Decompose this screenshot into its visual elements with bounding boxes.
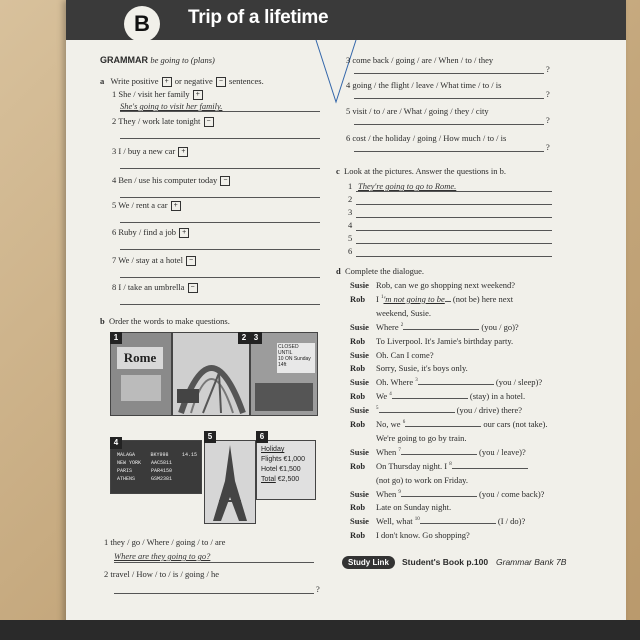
part-b-item-prompt — [346, 80, 501, 90]
item-prompt: They / work late tonight — [118, 116, 203, 126]
dialogue-text: weekend, Susie. — [376, 307, 432, 318]
dialogue-speaker: Susie — [350, 446, 369, 457]
gap-number: 3 — [415, 378, 418, 384]
answer-line — [354, 73, 544, 74]
answer-gap — [418, 384, 494, 385]
dialogue-speaker: Susie — [350, 488, 369, 499]
part-d-instruction: d Complete the dialogue. — [336, 266, 425, 276]
gap-number: 9 — [398, 489, 401, 495]
dialogue-line — [376, 516, 525, 526]
dialogue-text: When — [376, 488, 399, 499]
answer-gap — [401, 496, 477, 497]
item-number: 3 — [346, 55, 353, 65]
picture-number-3: 3 — [250, 332, 262, 344]
dialogue-line — [376, 363, 468, 373]
answer-line — [354, 124, 544, 125]
item-number: 8 — [112, 282, 119, 292]
item-number: 4 — [112, 175, 119, 185]
gap-number: 8 — [449, 461, 452, 467]
item-prompt: We / stay at a hotel — [118, 255, 186, 265]
part-b-item-prompt — [346, 133, 506, 143]
board-row — [117, 475, 197, 483]
item-prompt: cost / the holiday / going / How much / to / is — [352, 133, 507, 143]
dialogue-text: Sorry, Susie, it's boys only. — [376, 363, 468, 374]
dialogue-hint: (you / sleep)? — [493, 377, 543, 388]
item-prompt: going / the flight / leave / What time / to / is — [352, 80, 502, 90]
picture-1-rome-guidebook — [110, 332, 172, 416]
item-number: 5 — [346, 106, 353, 116]
negative-box: − — [186, 256, 196, 266]
answer-gap — [379, 412, 455, 413]
part-a-item-prompt — [112, 282, 199, 293]
dialogue-text: We're going to go by train. — [376, 432, 467, 443]
item-prompt: Ruby / find a job — [118, 227, 179, 237]
dialogue-speaker: Rob — [350, 363, 366, 374]
gap-number: 7 — [398, 447, 401, 453]
gap-number: 6 — [402, 420, 406, 426]
question-mark: ? — [316, 584, 320, 594]
dialogue-line — [376, 447, 526, 457]
answer-line — [356, 256, 552, 257]
board-flight: GSM2381 — [151, 476, 173, 482]
dialogue-text: Oh. Can I come? — [376, 349, 434, 360]
dialogue-speaker: Rob — [350, 530, 366, 541]
dialogue-hint: (you / go)? — [479, 321, 519, 332]
dialogue-text: Rob, can we go shopping next weekend? — [376, 280, 516, 290]
worksheet-page — [66, 0, 626, 640]
closed-sign: CLOSED UNTIL 10 ON Sunday 14ft — [277, 343, 315, 373]
board-city: ATHENS — [117, 476, 136, 482]
part-c-item-number: 6 — [348, 246, 353, 256]
item-number: 3 — [112, 146, 119, 156]
dialogue-line — [376, 502, 451, 512]
dialogue-text: Well, what — [376, 516, 415, 527]
dialogue-line — [376, 391, 525, 401]
part-a-item-prompt — [112, 89, 204, 100]
part-c-answer: They're going to go to Rome. — [358, 181, 457, 191]
fold-mark — [314, 38, 358, 104]
dialogue-text: We — [376, 391, 390, 402]
dialogue-speaker: Susie — [350, 349, 369, 360]
part-a-item-prompt — [112, 255, 197, 266]
gap-number: 5 — [376, 406, 379, 412]
item-prompt: visit / to / are / What / going / they / city — [352, 106, 489, 116]
dialogue-text: I — [376, 293, 381, 304]
dialogue-hint: (stay) in a hotel. — [467, 391, 526, 402]
page-title: Trip of a lifetime — [188, 7, 329, 28]
dialogue-speaker: Rob — [350, 460, 366, 471]
item-number: 1 — [104, 537, 111, 547]
dialogue-hint: (I / do)? — [495, 516, 526, 527]
dialogue-line — [376, 280, 515, 290]
dialogue-line — [376, 475, 468, 485]
item-number: 2 — [112, 116, 119, 126]
unit-badge: B — [124, 6, 160, 42]
board-row — [117, 467, 197, 475]
negative-box: − — [220, 176, 230, 186]
holiday-note: Holiday Flights €1,000 Hotel €1,500 Total €2,500 — [261, 446, 305, 483]
item-prompt: they / go / Where / going / to / are — [110, 537, 226, 547]
rome-label: Rome — [117, 347, 163, 369]
part-a-item-prompt — [112, 175, 231, 186]
dialogue-text: Oh. Where — [376, 377, 416, 388]
grammar-heading: GRAMMAR be going to (plans) — [100, 55, 215, 65]
answer-line — [120, 304, 320, 305]
question-mark: ? — [546, 64, 550, 74]
part-b-answer: Where are they going to go? — [114, 551, 211, 561]
positive-box: + — [179, 228, 189, 238]
answer-line — [120, 111, 320, 112]
answer-line — [120, 197, 320, 198]
negative-box: − — [204, 117, 214, 127]
question-mark: ? — [546, 115, 550, 125]
part-c-instruction: c Look at the pictures. Answer the questions in b. — [336, 166, 506, 176]
car-image — [255, 383, 313, 411]
study-link-badge: Study Link — [342, 556, 395, 569]
question-mark: ? — [546, 142, 550, 152]
item-number: 1 — [112, 89, 119, 99]
answer-line — [120, 277, 320, 278]
dialogue-hint: our cars (not take). — [481, 419, 548, 429]
board-city: MALAGA — [117, 452, 136, 458]
item-prompt: Ben / use his computer today — [118, 175, 220, 185]
gap-number: 1 — [380, 295, 384, 301]
dialogue-speaker: Rob — [350, 391, 366, 402]
answer-gap — [452, 468, 528, 469]
answer-gap — [392, 398, 468, 399]
item-number: 5 — [112, 200, 119, 210]
part-b-item-prompt — [104, 537, 225, 547]
item-number: 6 — [346, 133, 353, 143]
board-row — [117, 451, 197, 459]
dialogue-text: When — [376, 446, 399, 457]
board-time: 14.15 — [181, 452, 197, 458]
part-c-item-number: 1 — [348, 181, 353, 191]
item-number: 4 — [346, 80, 353, 90]
part-b-item-prompt — [346, 55, 493, 65]
board-city: PARIS — [117, 468, 133, 474]
picture-2-train-station — [172, 332, 250, 416]
answer-line — [120, 249, 320, 250]
dialogue-line — [376, 336, 513, 346]
dialogue-line — [376, 433, 467, 443]
dialogue-speaker: Rob — [350, 293, 366, 304]
board-city: NEW YORK — [117, 460, 142, 466]
dialogue-line — [376, 461, 528, 471]
part-a-item-prompt — [112, 227, 190, 238]
dialogue-line — [376, 294, 513, 304]
board-flight: BKY998 — [150, 452, 169, 458]
part-b-instruction: b Order the words to make questions. — [100, 316, 230, 326]
study-link-book: Student's Book p.100 — [402, 557, 489, 567]
item-prompt: We / rent a car — [118, 200, 170, 210]
colosseum-image — [121, 375, 161, 401]
part-b-item-prompt — [346, 106, 489, 116]
item-prompt: She / visit her family — [118, 89, 192, 99]
answer-line — [356, 243, 552, 244]
answer-line — [354, 98, 544, 99]
answer-line — [354, 151, 544, 152]
part-c-item-number: 3 — [348, 207, 353, 217]
dialogue-text: On Thursday night. I — [376, 460, 450, 471]
item-prompt: travel / How / to / is / going / he — [110, 569, 219, 579]
gap-number: 4 — [389, 392, 392, 398]
item-prompt: I / buy a new car — [118, 146, 178, 156]
dialogue-line — [376, 377, 542, 387]
dialogue-line — [376, 530, 470, 540]
part-c-item-number: 2 — [348, 194, 353, 204]
board-row — [117, 459, 197, 467]
dialogue-speaker: Susie — [350, 516, 369, 527]
answer-gap — [420, 523, 496, 524]
part-b-item-prompt — [104, 569, 219, 579]
picture-number-1: 1 — [110, 332, 122, 344]
answer-line — [114, 562, 314, 563]
part-a-instruction: a Write positive + or negative − sentences. — [100, 76, 264, 86]
dialogue-speaker: Susie — [350, 321, 369, 332]
item-prompt: come back / going / are / When / to / they — [352, 55, 494, 65]
answer-gap — [405, 426, 481, 427]
part-c-item-number: 5 — [348, 233, 353, 243]
board-flight: AAC5811 — [151, 460, 173, 466]
positive-box: + — [178, 147, 188, 157]
study-link-bank: Grammar Bank 7B — [496, 557, 567, 567]
dialogue-text: To Liverpool. It's Jamie's birthday party. — [376, 335, 514, 346]
positive-box: + — [171, 201, 181, 211]
item-number: 7 — [112, 255, 119, 265]
item-number: 6 — [112, 227, 119, 237]
header-bar — [66, 0, 626, 40]
part-a-item-prompt — [112, 146, 189, 157]
answer-line — [120, 222, 320, 223]
answer-line — [356, 204, 552, 205]
dialogue-speaker: Rob — [350, 502, 366, 513]
gap-number: 2 — [400, 322, 404, 328]
dialogue-hint: (you / leave)? — [476, 446, 526, 457]
picture-4-departure-board — [110, 440, 202, 494]
item-prompt: I / take an umbrella — [118, 282, 187, 292]
part-a-item-prompt — [112, 116, 215, 127]
negative-box: − — [188, 283, 198, 293]
question-mark: ? — [546, 89, 550, 99]
dialogue-hint: (not be) here next — [450, 293, 514, 304]
picture-5-eiffel-tower — [204, 440, 256, 524]
answer-line — [120, 168, 320, 169]
dialogue-line — [376, 405, 522, 415]
item-number: 2 — [104, 569, 111, 579]
part-a-answer: She's going to visit her family. — [120, 101, 223, 111]
picture-number-4: 4 — [110, 437, 122, 449]
binder-edge — [0, 620, 640, 640]
answer-line — [356, 230, 552, 231]
part-c-item-number: 4 — [348, 220, 353, 230]
picture-number-5: 5 — [204, 431, 216, 443]
picture-3-closed-sign — [250, 332, 318, 416]
board-flight: PAR4150 — [151, 468, 173, 474]
dialogue-speaker: Susie — [350, 405, 369, 416]
dialogue-line — [376, 489, 544, 499]
positive-box: + — [193, 90, 203, 100]
dialogue-text: Where — [376, 321, 401, 332]
dialogue-speaker: Rob — [350, 335, 366, 346]
dialogue-hint: (you / come back)? — [476, 488, 545, 499]
dialogue-speaker: Rob — [350, 419, 366, 429]
answer-line — [114, 593, 314, 594]
answer-line — [356, 191, 552, 192]
dialogue-hint: (you / drive) there? — [454, 405, 522, 416]
dialogue-speaker: Susie — [350, 280, 369, 290]
dialogue-speaker: Susie — [350, 377, 369, 388]
answer-line — [120, 138, 320, 139]
dialogue-line — [376, 419, 548, 429]
dialogue-text: (not go) to work on Friday. — [376, 474, 468, 485]
dialogue-text: Late on Sunday night. — [376, 502, 452, 513]
dialogue-text: No, we — [376, 419, 403, 429]
part-a-item-prompt — [112, 200, 182, 211]
dialogue-line — [376, 322, 519, 332]
picture-6-holiday-costs — [256, 440, 316, 500]
answer-gap — [403, 329, 479, 330]
picture-number-6: 6 — [256, 431, 268, 443]
dialogue-answer: 'm not going to be — [383, 293, 445, 304]
picture-number-2: 2 — [238, 332, 250, 344]
answer-gap — [401, 454, 477, 455]
answer-line — [356, 217, 552, 218]
dialogue-line — [376, 350, 434, 360]
gap-number: 10 — [414, 517, 420, 523]
dialogue-line — [376, 308, 431, 318]
departure-board — [117, 451, 197, 483]
dialogue-text: I don't know. Go shopping? — [376, 530, 470, 541]
